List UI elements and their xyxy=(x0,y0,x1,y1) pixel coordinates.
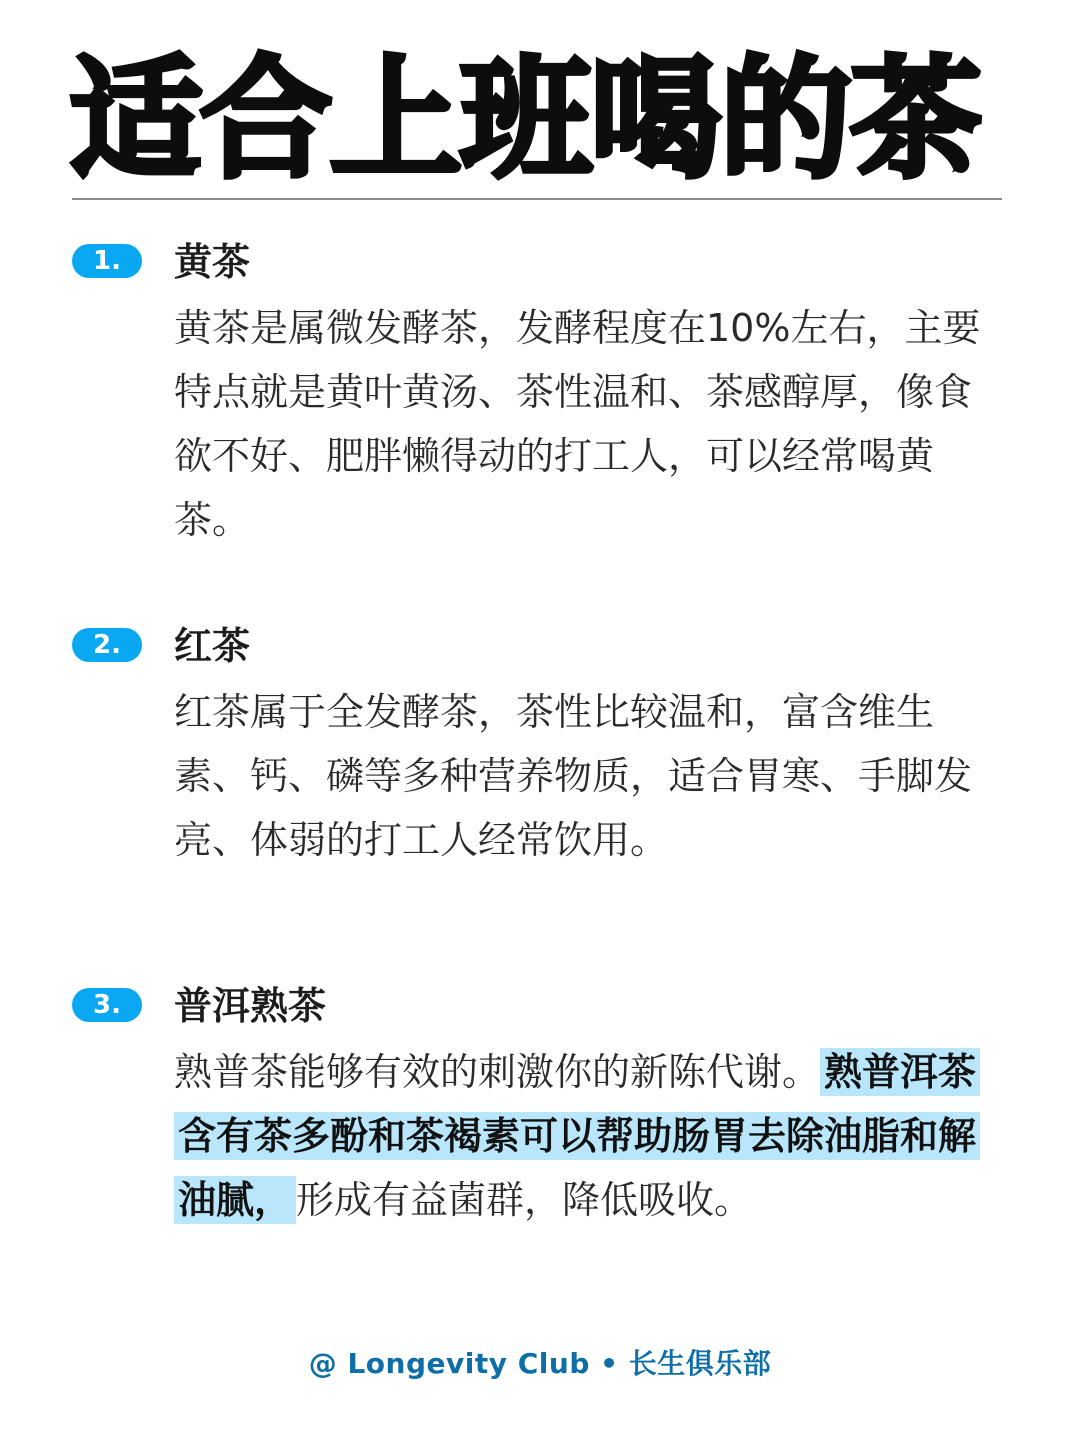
section-body xyxy=(174,1040,1004,1232)
section-body: 黄茶是属微发酵茶，发酵程度在10%左右，主要特点就是黄叶黄汤、茶性温和、茶感醇厚，像食欲不好、肥胖懒得动的打工人，可以经常喝黄茶。 xyxy=(174,306,981,542)
body-text: 熟普茶能够有效的刺激你的新陈代谢。 xyxy=(174,1050,821,1094)
highlighted-text: 熟普洱茶含有茶多酚和茶褐素可以帮助肠胃去除油脂和解油腻， xyxy=(174,1048,980,1224)
section-heading: 红茶 xyxy=(174,624,251,668)
section-heading: 普洱熟茶 xyxy=(174,984,327,1028)
page-title: 适合上班喝的茶 xyxy=(70,43,980,197)
section-body: 红茶属于全发酵茶，茶性比较温和，富含维生素、钙、磷等多种营养物质，适合胃寒、手脚发亮、体弱的打工人经常饮用。 xyxy=(174,690,973,862)
section-number-badge: 3. xyxy=(72,988,142,1022)
title-divider xyxy=(72,198,1002,200)
section-number-badge: 1. xyxy=(72,244,142,278)
section-heading: 黄茶 xyxy=(174,240,251,284)
footer-credit: @ Longevity Club • 长生俱乐部 xyxy=(308,1347,772,1380)
body-text: 形成有益菌群，降低吸收。 xyxy=(296,1178,753,1222)
section-number-badge: 2. xyxy=(72,628,142,662)
